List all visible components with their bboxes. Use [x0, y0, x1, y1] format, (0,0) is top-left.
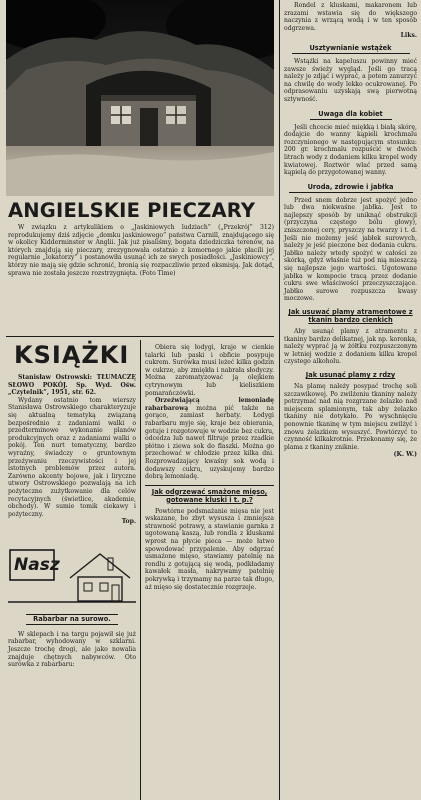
review-lead: Stanisław Ostrowski: TŁUMACZĘ SŁOWO POKÓJ. Sp. Wyd. Ośw. „Czytelnik”, 1951, str. 62.: [8, 374, 136, 397]
women-body: Jeśli chcecie mieć miękką i białą skórę, dodajcie do wanny kąpieli krochmalu rozczynionego w następującym stosunku: 200 gr. krochmalu rozpuścić w dwóch litrach wody z dodaniem kilku kropel wody kwiatowej. Roztwór wlać przed samą kąpielą do przygotowanej wanny.: [284, 123, 417, 177]
section-divider: [6, 336, 274, 337]
column-rule: [140, 340, 141, 800]
nasz-logo: [8, 544, 136, 606]
reheat-signature: Liks.: [400, 32, 417, 40]
nasz-logo-text: Nasz: [14, 554, 60, 575]
rabarbar-heading: Rabarbar na surowo.: [26, 614, 118, 625]
rabarbar-body: W sklepach i na targu pojawił się już rabarbar, wyhodowany w szklarni. Jeszcze trochę drogi, ale jako nowalia znajduje chętnych nabywców. Oto surówka z rabarbaru:: [8, 630, 136, 669]
lemonade-body: można pić także na gorąco, zamiast herbaty. Łodygi rabarbaru myje się, kraje bez obierania, gotuje i rozgotowuje w wodzie bez cukru, odcedza lub nawet filtruje przez rzadkie płótno i ziewa sok do flaszki. Można go przechować w chłodzie przez kilka dni. Rozprowadzający kwaśny sok wodą i dodawszy cukru, uzyskujemy bardzo dobrą lemoniadę.: [145, 404, 274, 481]
photo-caption: W związku z artykulikiem o „Jaskiniowych ludziach” („Przekrój” 312) reprodukujemy dziś zdjęcie „domku jaskiniowego” państwa Carnill, znajdującego się w okolicy Kidderminster w Anglii. Jak już pisaliśmy, bogata dziedziczka terenów, na których znajdują się pieczary, zrezygnowała ostatnio z komornego jakie płacili jej regularnie „lokatorzy” i postanowiła usunąć ich ze swych posiadłości. „Jaskiniowcy”, którzy nie mają się gdzie schronić, bronią się rozpaczliwie przed eksmisją. Jak dotąd, sprawa nie została jeszcze rozstrzygnięta. (Foto Time): [8, 224, 274, 277]
ribbons-body: Wstążki na kapeluszu powinny mieć zawsze świeży wygląd. Jeśli go tracą należy je zdjąć i wyprać, a potem zanurzyć na chwilę do wody lekko ocukrowanej. Po odprasowaniu uzyskają swą pierwotną sztywność.: [284, 57, 417, 103]
right-column-rule: [279, 0, 280, 800]
reheat-body: Powtórne podsmażanie mięsa nie jest wskazane, bo zbyt wysusza i zmniejsza strawność potrawy, a stawianie garnka z ugotowaną kaszą, lub rondla z kluskami wprost na płycie pieca — może łatwo spowodować przypalenie. Aby odgrzać usmażone mięso, stawiamy patelnię na rondlu z gotującą się wodą, podkładamy kawałek masła, nakrywamy patelnię pokrywką i trzymamy na parze tak długo, aż mięso się dostatecznie rozgrzeje.: [145, 507, 274, 591]
ink-body: Aby usunąć plamy z atramentu z tkaniny bardzo delikatnej, jak np. koronka, należy wyprać ją w żółtku rozpuszczonym w letniej wodzie z dodaniem kilku kropel czystego alkoholu.: [284, 328, 417, 366]
lemonade-paragraph: [145, 397, 274, 481]
books-title: KSIĄŻKI: [14, 341, 130, 369]
rust-body: Na plamę należy posypać trochę soli szczawikowej. Po zwilżeniu tkaniny należy potrzymać nad nią rozgrzane żelazko nad miejscem splamionym, tak aby żelazko tkaniny nie dotykało. Po wyschnięciu ponownie tkaninę w tym miejscu zwilżyć i znowu żelazkiem wysuszyć. Powtórzyć to czynność kilkakrotnie. Przekonamy się, że plama z tkaniny zniknie.: [284, 382, 417, 451]
reheat-continued: Rondel z kluskami, makaronem lub zrazami wstawia się do większego naczynia z wrzącą wodą i w ten sposób odgrzewa.: [284, 2, 417, 32]
tips-column: [284, 2, 417, 459]
rabarbar-continued: Obiera się łodygi, kraje w cienkie talarki lub paski i obficie posypuje cukrem. Surówka musi leżeć kilka godzin w cukrze, aby zmiękła i nabrała słodyczy. Można zaromatyzować ją olejkiem cytrynowym lub kieliszkiem pomarańczówki.: [145, 344, 274, 397]
books-column: [8, 340, 136, 669]
reheat-rule-top: [145, 485, 274, 486]
reheat-heading: Jak odgrzewać smażone mięso, gotowane kluski i t. p.?: [151, 487, 268, 504]
ribbons-heading: Usztywnianie wstążek: [292, 44, 410, 54]
women-heading: Uwaga dla kobiet: [310, 110, 392, 120]
apples-heading: Uroda, zdrowie i jabłka: [289, 183, 413, 193]
recipes-column: [145, 344, 274, 591]
photo-headline: ANGIELSKIE PIECZARY: [8, 199, 256, 222]
rust-signature: (K. W.): [393, 451, 417, 459]
cave-house-photo: [6, 0, 274, 196]
review-body: Wydany ostatnio tom wierszy Stanisława Ostrowskiego charakteryzuje się aktualną tematyką związaną bezpośrednio z zadaniami walki o przedterminowe wykonanie planów produkcyjnych oraz z zadaniami walki o pokój. Ten nurt tematyczny, bardzo wyraźny, świadczy o gruntownym przeżywaniu rzeczywistości i jej istotnych problemów przez autora. Zarówno akcenty bojowe, jak i liryczne utwory Ostrowskiego pozwalają na ich pożyteczne zużytkowanie dla celów recytacyjnych (świetlice, akademie, obchody). W sumie tomik ciekawy i pożyteczny.: [8, 396, 136, 518]
lemonade-lead: Orzeźwiającą lemoniadę rabarbarową: [145, 397, 274, 412]
cave-house-photo-svg: [6, 0, 274, 196]
rust-heading: Jak usunąć plamy z rdzy: [305, 370, 396, 379]
review-signature: Top.: [121, 518, 136, 526]
apples-body: Przed snem dobrze jest spożyć jedno lub dwa niekwaśne jabłka. Jest to najlepszy sposób by uniknąć obstrukcji (przyczyna częstego bólu głowy), zniszczonej cery, pryszczy na twarzy i t. d. Jeśli nie możemy jeść jabłek surowych, należy je jeść pieczone bez dodania cukru. Jabłko należy wtedy spożyć w całości ze skórką, gdyż właśnie tuż pod nią mieszczą się najlepsze jego wartości. Ugotowane jabłka w kompocie tracą przez dodanie cukru swe właściwości przeczyszczające. Jabłko surowe rozpuszcza kwasy moczowe.: [284, 196, 417, 303]
ink-heading: Jak usuwać plamy atramentowe z tkanin bardzo cienkich: [288, 308, 413, 324]
